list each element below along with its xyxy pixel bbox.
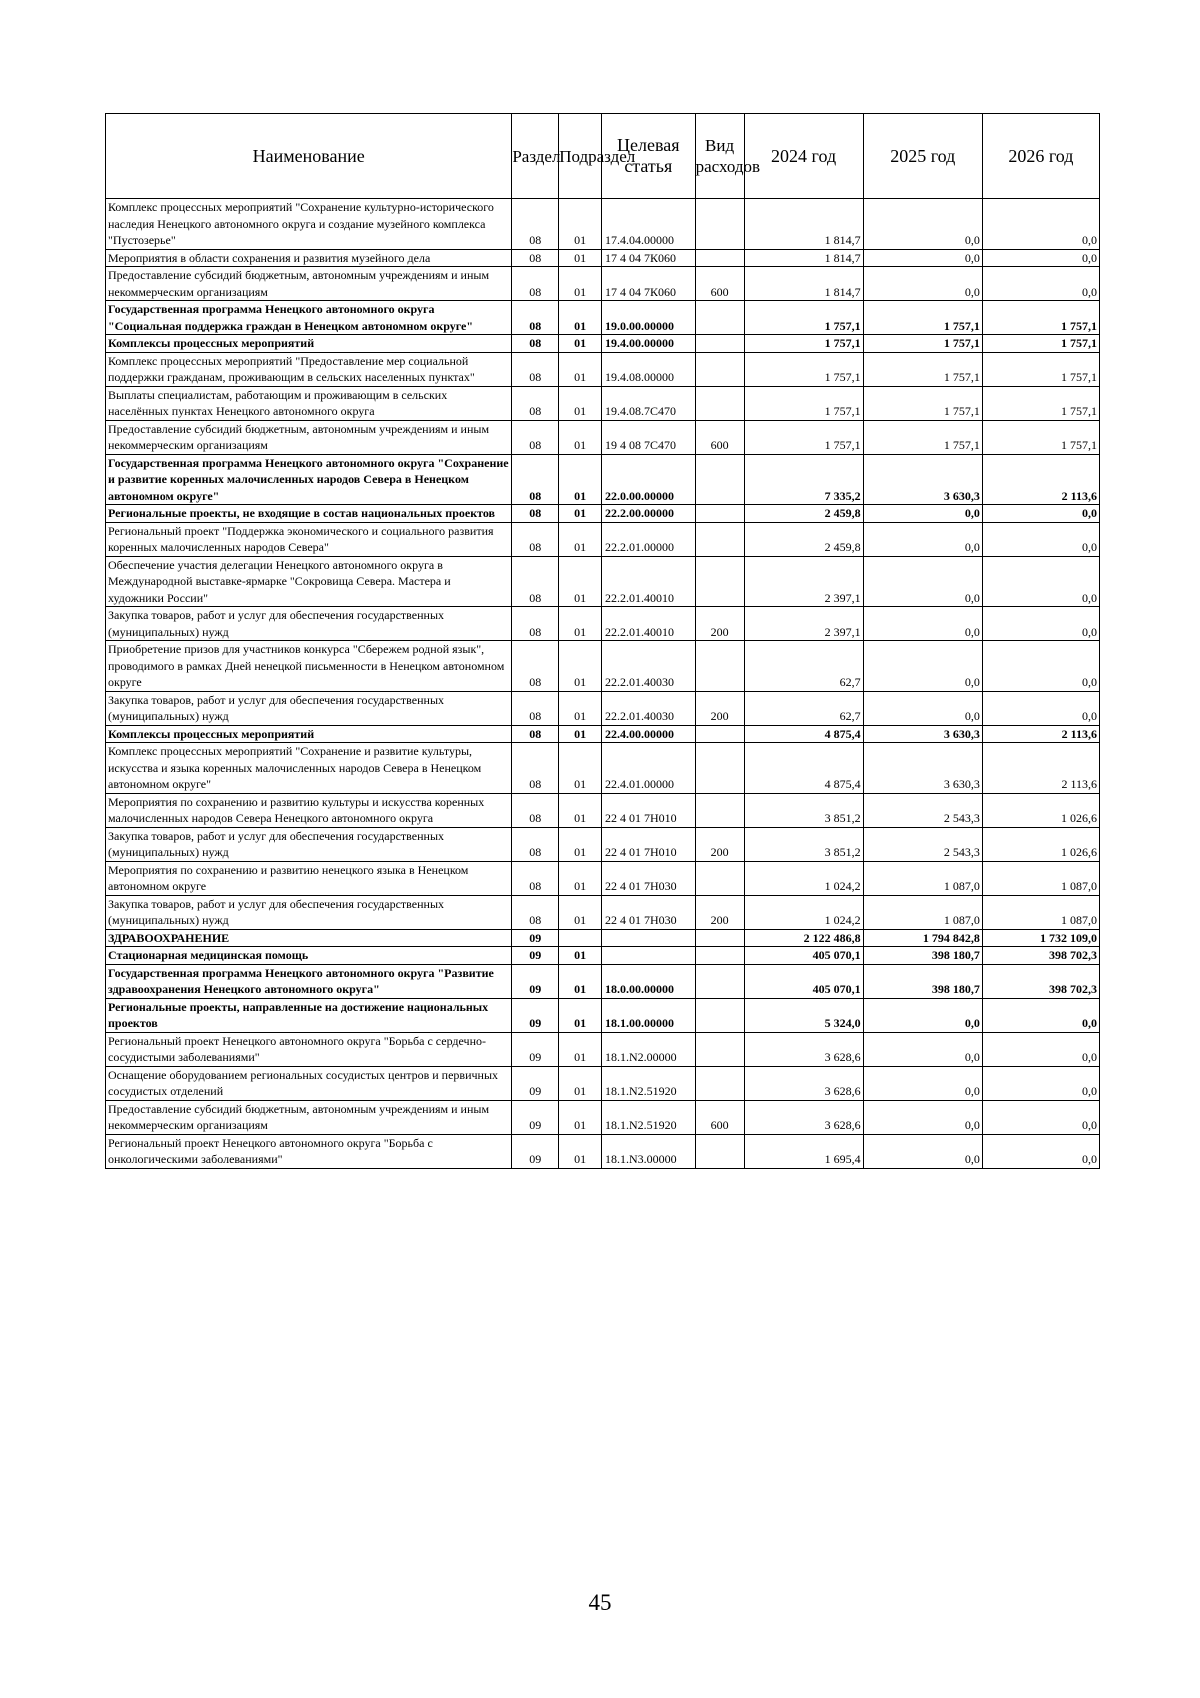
cell-2026: 1 757,1 bbox=[982, 335, 1099, 353]
cell-2025: 1 757,1 bbox=[863, 301, 982, 335]
cell-vid bbox=[695, 505, 744, 523]
cell-vid bbox=[695, 386, 744, 420]
cell-2026: 0,0 bbox=[982, 199, 1099, 250]
cell-2024: 7 335,2 bbox=[744, 454, 863, 505]
cell-2024: 1 757,1 bbox=[744, 335, 863, 353]
cell-razdel: 08 bbox=[512, 301, 559, 335]
cell-vid bbox=[695, 556, 744, 607]
cell-name: Государственная программа Ненецкого автономного округа "Развитие здравоохранения Ненецкого автономного округа" bbox=[106, 964, 512, 998]
cell-razdel: 08 bbox=[512, 556, 559, 607]
cell-razdel: 09 bbox=[512, 1134, 559, 1168]
cell-statya: 22 4 01 7Н010 bbox=[601, 793, 695, 827]
cell-razdel: 08 bbox=[512, 743, 559, 794]
cell-statya: 18.1.N2.00000 bbox=[601, 1032, 695, 1066]
cell-2026: 1 087,0 bbox=[982, 861, 1099, 895]
cell-podrazdel: 01 bbox=[559, 352, 602, 386]
cell-razdel: 08 bbox=[512, 267, 559, 301]
cell-razdel: 08 bbox=[512, 386, 559, 420]
cell-2026: 1 757,1 bbox=[982, 301, 1099, 335]
cell-razdel: 08 bbox=[512, 607, 559, 641]
cell-podrazdel: 01 bbox=[559, 793, 602, 827]
cell-vid bbox=[695, 793, 744, 827]
cell-statya: 22.2.01.40010 bbox=[601, 607, 695, 641]
cell-statya: 17 4 04 7К060 bbox=[601, 267, 695, 301]
cell-statya: 22 4 01 7Н010 bbox=[601, 827, 695, 861]
cell-podrazdel: 01 bbox=[559, 827, 602, 861]
cell-vid bbox=[695, 725, 744, 743]
cell-2026: 2 113,6 bbox=[982, 743, 1099, 794]
cell-podrazdel: 01 bbox=[559, 1134, 602, 1168]
cell-name: Закупка товаров, работ и услуг для обеспечения государственных (муниципальных) нужд bbox=[106, 607, 512, 641]
cell-statya: 18.1.N2.51920 bbox=[601, 1100, 695, 1134]
table-row bbox=[106, 522, 1100, 556]
table-row bbox=[106, 249, 1100, 267]
cell-razdel: 08 bbox=[512, 895, 559, 929]
header-name: Наименование bbox=[106, 114, 512, 199]
cell-name: Государственная программа Ненецкого автономного округа "Сохранение и развитие коренных малочисленных народов Севера в Ненецком автономном округе" bbox=[106, 454, 512, 505]
header-2026: 2026 год bbox=[982, 114, 1099, 199]
cell-razdel: 08 bbox=[512, 249, 559, 267]
table-row bbox=[106, 725, 1100, 743]
cell-vid bbox=[695, 929, 744, 947]
cell-razdel: 08 bbox=[512, 793, 559, 827]
table-row bbox=[106, 454, 1100, 505]
cell-razdel: 08 bbox=[512, 861, 559, 895]
cell-statya: 22.4.01.00000 bbox=[601, 743, 695, 794]
cell-podrazdel: 01 bbox=[559, 607, 602, 641]
cell-2024: 3 628,6 bbox=[744, 1066, 863, 1100]
cell-razdel: 08 bbox=[512, 199, 559, 250]
cell-2024: 3 851,2 bbox=[744, 827, 863, 861]
cell-podrazdel: 01 bbox=[559, 249, 602, 267]
cell-name: Приобретение призов для участников конкурса "Сбережем родной язык", проводимого в рамках Дней ненецкой письменности в Ненецком автономном округе bbox=[106, 641, 512, 692]
cell-2024: 1 024,2 bbox=[744, 861, 863, 895]
cell-2024: 1 024,2 bbox=[744, 895, 863, 929]
cell-2026: 0,0 bbox=[982, 1134, 1099, 1168]
table-row bbox=[106, 827, 1100, 861]
cell-2025: 398 180,7 bbox=[863, 947, 982, 965]
cell-2025: 1 087,0 bbox=[863, 895, 982, 929]
cell-name: Комплексы процессных мероприятий bbox=[106, 335, 512, 353]
cell-razdel: 09 bbox=[512, 1032, 559, 1066]
table-row bbox=[106, 895, 1100, 929]
cell-name: Комплекс процессных мероприятий "Предоставление мер социальной поддержки гражданам, проживающим в сельских населенных пунктах" bbox=[106, 352, 512, 386]
cell-statya: 19.4.08.7С470 bbox=[601, 386, 695, 420]
header-vid: Вид расходов bbox=[695, 114, 744, 199]
cell-2026: 398 702,3 bbox=[982, 947, 1099, 965]
cell-statya: 19.0.00.00000 bbox=[601, 301, 695, 335]
cell-2026: 0,0 bbox=[982, 998, 1099, 1032]
cell-statya: 22.0.00.00000 bbox=[601, 454, 695, 505]
header-razdel: Раздел bbox=[512, 114, 559, 199]
cell-vid bbox=[695, 335, 744, 353]
cell-2026: 1 732 109,0 bbox=[982, 929, 1099, 947]
cell-name: Закупка товаров, работ и услуг для обеспечения государственных (муниципальных) нужд bbox=[106, 691, 512, 725]
cell-2024: 1 757,1 bbox=[744, 352, 863, 386]
cell-2026: 0,0 bbox=[982, 641, 1099, 692]
cell-2024: 2 459,8 bbox=[744, 505, 863, 523]
cell-2025: 0,0 bbox=[863, 641, 982, 692]
table-row bbox=[106, 420, 1100, 454]
cell-podrazdel: 01 bbox=[559, 420, 602, 454]
cell-2026: 0,0 bbox=[982, 249, 1099, 267]
table-row bbox=[106, 964, 1100, 998]
cell-2025: 0,0 bbox=[863, 556, 982, 607]
cell-statya bbox=[601, 947, 695, 965]
cell-2026: 0,0 bbox=[982, 1066, 1099, 1100]
cell-name: Закупка товаров, работ и услуг для обеспечения государственных (муниципальных) нужд bbox=[106, 827, 512, 861]
cell-podrazdel: 01 bbox=[559, 998, 602, 1032]
table-header-row bbox=[106, 114, 1100, 199]
cell-name: Мероприятия в области сохранения и развития музейного дела bbox=[106, 249, 512, 267]
budget-table bbox=[105, 113, 1100, 1169]
cell-2026: 2 113,6 bbox=[982, 725, 1099, 743]
cell-2026: 398 702,3 bbox=[982, 964, 1099, 998]
table-row bbox=[106, 556, 1100, 607]
cell-razdel: 09 bbox=[512, 1066, 559, 1100]
cell-podrazdel: 01 bbox=[559, 691, 602, 725]
cell-podrazdel: 01 bbox=[559, 641, 602, 692]
cell-2024: 1 814,7 bbox=[744, 249, 863, 267]
cell-2025: 0,0 bbox=[863, 267, 982, 301]
cell-2025: 1 794 842,8 bbox=[863, 929, 982, 947]
table-row bbox=[106, 641, 1100, 692]
cell-vid: 200 bbox=[695, 895, 744, 929]
cell-podrazdel: 01 bbox=[559, 1066, 602, 1100]
cell-2024: 2 122 486,8 bbox=[744, 929, 863, 947]
cell-2024: 1 757,1 bbox=[744, 420, 863, 454]
table-row bbox=[106, 998, 1100, 1032]
cell-2026: 0,0 bbox=[982, 522, 1099, 556]
cell-podrazdel: 01 bbox=[559, 895, 602, 929]
cell-2025: 0,0 bbox=[863, 1134, 982, 1168]
page-number: 45 bbox=[588, 1590, 612, 1615]
table-row bbox=[106, 1134, 1100, 1168]
cell-2026: 0,0 bbox=[982, 1100, 1099, 1134]
cell-name: Предоставление субсидий бюджетным, автономным учреждениям и иным некоммерческим организациям bbox=[106, 420, 512, 454]
cell-2024: 1 814,7 bbox=[744, 267, 863, 301]
table-row bbox=[106, 335, 1100, 353]
cell-name: Региональные проекты, не входящие в состав национальных проектов bbox=[106, 505, 512, 523]
cell-2024: 5 324,0 bbox=[744, 998, 863, 1032]
cell-2026: 1 757,1 bbox=[982, 420, 1099, 454]
cell-podrazdel: 01 bbox=[559, 335, 602, 353]
table-row bbox=[106, 301, 1100, 335]
cell-razdel: 08 bbox=[512, 454, 559, 505]
table-row bbox=[106, 1066, 1100, 1100]
cell-statya: 22 4 01 7Н030 bbox=[601, 895, 695, 929]
header-2024: 2024 год bbox=[744, 114, 863, 199]
cell-vid bbox=[695, 522, 744, 556]
cell-statya: 18.0.00.00000 bbox=[601, 964, 695, 998]
cell-razdel: 08 bbox=[512, 420, 559, 454]
cell-2025: 1 757,1 bbox=[863, 335, 982, 353]
cell-vid bbox=[695, 861, 744, 895]
cell-vid: 600 bbox=[695, 267, 744, 301]
cell-razdel: 09 bbox=[512, 998, 559, 1032]
cell-vid bbox=[695, 454, 744, 505]
cell-name: Стационарная медицинская помощь bbox=[106, 947, 512, 965]
table-row bbox=[106, 793, 1100, 827]
cell-2025: 0,0 bbox=[863, 1066, 982, 1100]
cell-statya bbox=[601, 929, 695, 947]
cell-podrazdel: 01 bbox=[559, 1100, 602, 1134]
cell-statya: 19.4.08.00000 bbox=[601, 352, 695, 386]
table-row bbox=[106, 1032, 1100, 1066]
cell-2026: 0,0 bbox=[982, 267, 1099, 301]
cell-2025: 0,0 bbox=[863, 505, 982, 523]
cell-2024: 1 757,1 bbox=[744, 301, 863, 335]
cell-podrazdel bbox=[559, 929, 602, 947]
cell-razdel: 08 bbox=[512, 691, 559, 725]
cell-razdel: 08 bbox=[512, 505, 559, 523]
cell-name: Региональный проект Ненецкого автономного округа "Борьба с сердечно-сосудистыми заболеваниями" bbox=[106, 1032, 512, 1066]
header-2025: 2025 год bbox=[863, 114, 982, 199]
cell-2024: 1 695,4 bbox=[744, 1134, 863, 1168]
cell-vid bbox=[695, 998, 744, 1032]
cell-name: Выплаты специалистам, работающим и проживающим в сельских населённых пунктах Ненецкого автономного округа bbox=[106, 386, 512, 420]
cell-statya: 22.2.01.00000 bbox=[601, 522, 695, 556]
cell-razdel: 09 bbox=[512, 947, 559, 965]
cell-podrazdel: 01 bbox=[559, 267, 602, 301]
cell-razdel: 08 bbox=[512, 827, 559, 861]
cell-2025: 0,0 bbox=[863, 1032, 982, 1066]
cell-name: Комплекс процессных мероприятий "Сохранение и развитие культуры, искусства и языка коренных малочисленных народов Севера в Ненецком автономном округе" bbox=[106, 743, 512, 794]
cell-razdel: 09 bbox=[512, 929, 559, 947]
cell-2025: 398 180,7 bbox=[863, 964, 982, 998]
cell-podrazdel: 01 bbox=[559, 861, 602, 895]
cell-razdel: 08 bbox=[512, 352, 559, 386]
cell-vid: 600 bbox=[695, 1100, 744, 1134]
cell-2024: 3 851,2 bbox=[744, 793, 863, 827]
cell-2024: 2 397,1 bbox=[744, 556, 863, 607]
cell-statya: 18.1.N3.00000 bbox=[601, 1134, 695, 1168]
cell-vid bbox=[695, 641, 744, 692]
cell-vid bbox=[695, 743, 744, 794]
table-row bbox=[106, 691, 1100, 725]
cell-2025: 0,0 bbox=[863, 998, 982, 1032]
cell-2025: 0,0 bbox=[863, 607, 982, 641]
cell-vid bbox=[695, 1066, 744, 1100]
cell-2026: 0,0 bbox=[982, 607, 1099, 641]
cell-name: Обеспечение участия делегации Ненецкого автономного округа в Международной выставке-ярмарке "Сокровища Севера. Мастера и художники России" bbox=[106, 556, 512, 607]
cell-name: Мероприятия по сохранению и развитию ненецкого языка в Ненецком автономном округе bbox=[106, 861, 512, 895]
cell-name: Региональные проекты, направленные на достижение национальных проектов bbox=[106, 998, 512, 1032]
cell-2024: 405 070,1 bbox=[744, 964, 863, 998]
cell-2026: 0,0 bbox=[982, 556, 1099, 607]
cell-razdel: 09 bbox=[512, 1100, 559, 1134]
cell-razdel: 08 bbox=[512, 641, 559, 692]
cell-2025: 1 757,1 bbox=[863, 420, 982, 454]
cell-2025: 2 543,3 bbox=[863, 827, 982, 861]
cell-2025: 0,0 bbox=[863, 249, 982, 267]
cell-2026: 0,0 bbox=[982, 505, 1099, 523]
cell-2025: 3 630,3 bbox=[863, 725, 982, 743]
cell-name: Предоставление субсидий бюджетным, автономным учреждениям и иным некоммерческим организациям bbox=[106, 267, 512, 301]
cell-name: Региональный проект Ненецкого автономного округа "Борьба с онкологическими заболеваниями" bbox=[106, 1134, 512, 1168]
cell-2024: 405 070,1 bbox=[744, 947, 863, 965]
cell-2025: 1 757,1 bbox=[863, 352, 982, 386]
cell-vid: 200 bbox=[695, 607, 744, 641]
cell-podrazdel: 01 bbox=[559, 301, 602, 335]
table-row bbox=[106, 352, 1100, 386]
cell-name: Комплексы процессных мероприятий bbox=[106, 725, 512, 743]
cell-vid bbox=[695, 964, 744, 998]
table-row bbox=[106, 267, 1100, 301]
cell-podrazdel: 01 bbox=[559, 199, 602, 250]
cell-podrazdel: 01 bbox=[559, 947, 602, 965]
cell-2025: 0,0 bbox=[863, 522, 982, 556]
cell-2024: 62,7 bbox=[744, 691, 863, 725]
cell-podrazdel: 01 bbox=[559, 743, 602, 794]
cell-2024: 4 875,4 bbox=[744, 743, 863, 794]
cell-statya: 18.1.N2.51920 bbox=[601, 1066, 695, 1100]
cell-statya: 22.4.00.00000 bbox=[601, 725, 695, 743]
cell-razdel: 08 bbox=[512, 335, 559, 353]
cell-podrazdel: 01 bbox=[559, 386, 602, 420]
cell-2024: 1 814,7 bbox=[744, 199, 863, 250]
cell-2025: 2 543,3 bbox=[863, 793, 982, 827]
cell-2024: 1 757,1 bbox=[744, 386, 863, 420]
cell-vid bbox=[695, 1032, 744, 1066]
cell-vid: 200 bbox=[695, 827, 744, 861]
cell-name: Комплекс процессных мероприятий "Сохранение культурно-исторического наследия Ненецкого автономного округа и создание музейного комплекса "Пустозерье" bbox=[106, 199, 512, 250]
table-row bbox=[106, 505, 1100, 523]
cell-podrazdel: 01 bbox=[559, 964, 602, 998]
header-statya: Целевая статья bbox=[601, 114, 695, 199]
cell-2024: 62,7 bbox=[744, 641, 863, 692]
cell-statya: 22.2.01.40030 bbox=[601, 691, 695, 725]
cell-vid bbox=[695, 947, 744, 965]
cell-razdel: 08 bbox=[512, 522, 559, 556]
header-podrazdel: Подраздел bbox=[559, 114, 602, 199]
table-row bbox=[106, 743, 1100, 794]
cell-statya: 22.2.01.40030 bbox=[601, 641, 695, 692]
cell-2026: 0,0 bbox=[982, 1032, 1099, 1066]
cell-statya: 18.1.00.00000 bbox=[601, 998, 695, 1032]
cell-podrazdel: 01 bbox=[559, 522, 602, 556]
cell-2026: 1 087,0 bbox=[982, 895, 1099, 929]
table-row bbox=[106, 607, 1100, 641]
cell-2024: 3 628,6 bbox=[744, 1100, 863, 1134]
cell-statya: 22.2.01.40010 bbox=[601, 556, 695, 607]
table-row bbox=[106, 861, 1100, 895]
cell-2024: 2 397,1 bbox=[744, 607, 863, 641]
cell-vid: 600 bbox=[695, 420, 744, 454]
table-body bbox=[106, 199, 1100, 1169]
cell-vid bbox=[695, 249, 744, 267]
cell-2024: 2 459,8 bbox=[744, 522, 863, 556]
cell-vid: 200 bbox=[695, 691, 744, 725]
table-row bbox=[106, 199, 1100, 250]
cell-statya: 17.4.04.00000 bbox=[601, 199, 695, 250]
cell-statya: 17 4 04 7К060 bbox=[601, 249, 695, 267]
cell-2025: 0,0 bbox=[863, 1100, 982, 1134]
cell-statya: 19 4 08 7С470 bbox=[601, 420, 695, 454]
cell-podrazdel: 01 bbox=[559, 725, 602, 743]
cell-2024: 4 875,4 bbox=[744, 725, 863, 743]
cell-2026: 1 026,6 bbox=[982, 793, 1099, 827]
cell-vid bbox=[695, 352, 744, 386]
cell-name: ЗДРАВООХРАНЕНИЕ bbox=[106, 929, 512, 947]
cell-name: Предоставление субсидий бюджетным, автономным учреждениям и иным некоммерческим организациям bbox=[106, 1100, 512, 1134]
cell-razdel: 08 bbox=[512, 725, 559, 743]
cell-podrazdel: 01 bbox=[559, 556, 602, 607]
cell-2026: 0,0 bbox=[982, 691, 1099, 725]
cell-statya: 22 4 01 7Н030 bbox=[601, 861, 695, 895]
cell-razdel: 09 bbox=[512, 964, 559, 998]
cell-name: Закупка товаров, работ и услуг для обеспечения государственных (муниципальных) нужд bbox=[106, 895, 512, 929]
cell-2026: 1 757,1 bbox=[982, 352, 1099, 386]
cell-name: Мероприятия по сохранению и развитию культуры и искусства коренных малочисленных народов Севера Ненецкого автономного округа bbox=[106, 793, 512, 827]
table-row bbox=[106, 947, 1100, 965]
cell-2024: 3 628,6 bbox=[744, 1032, 863, 1066]
cell-2025: 3 630,3 bbox=[863, 743, 982, 794]
cell-name: Государственная программа Ненецкого автономного округа "Социальная поддержка граждан в Ненецком автономном округе" bbox=[106, 301, 512, 335]
cell-2025: 0,0 bbox=[863, 199, 982, 250]
cell-podrazdel: 01 bbox=[559, 1032, 602, 1066]
table-row bbox=[106, 386, 1100, 420]
cell-2026: 1 757,1 bbox=[982, 386, 1099, 420]
cell-2025: 0,0 bbox=[863, 691, 982, 725]
cell-statya: 19.4.00.00000 bbox=[601, 335, 695, 353]
cell-vid bbox=[695, 1134, 744, 1168]
cell-2025: 1 757,1 bbox=[863, 386, 982, 420]
cell-2026: 2 113,6 bbox=[982, 454, 1099, 505]
cell-2026: 1 026,6 bbox=[982, 827, 1099, 861]
table-row bbox=[106, 1100, 1100, 1134]
cell-2025: 1 087,0 bbox=[863, 861, 982, 895]
cell-podrazdel: 01 bbox=[559, 505, 602, 523]
cell-2025: 3 630,3 bbox=[863, 454, 982, 505]
cell-name: Региональный проект "Поддержка экономического и социального развития коренных малочисленных народов Севера" bbox=[106, 522, 512, 556]
table-row bbox=[106, 929, 1100, 947]
cell-statya: 22.2.00.00000 bbox=[601, 505, 695, 523]
cell-name: Оснащение оборудованием региональных сосудистых центров и первичных сосудистых отделений bbox=[106, 1066, 512, 1100]
cell-vid bbox=[695, 199, 744, 250]
cell-podrazdel: 01 bbox=[559, 454, 602, 505]
cell-vid bbox=[695, 301, 744, 335]
